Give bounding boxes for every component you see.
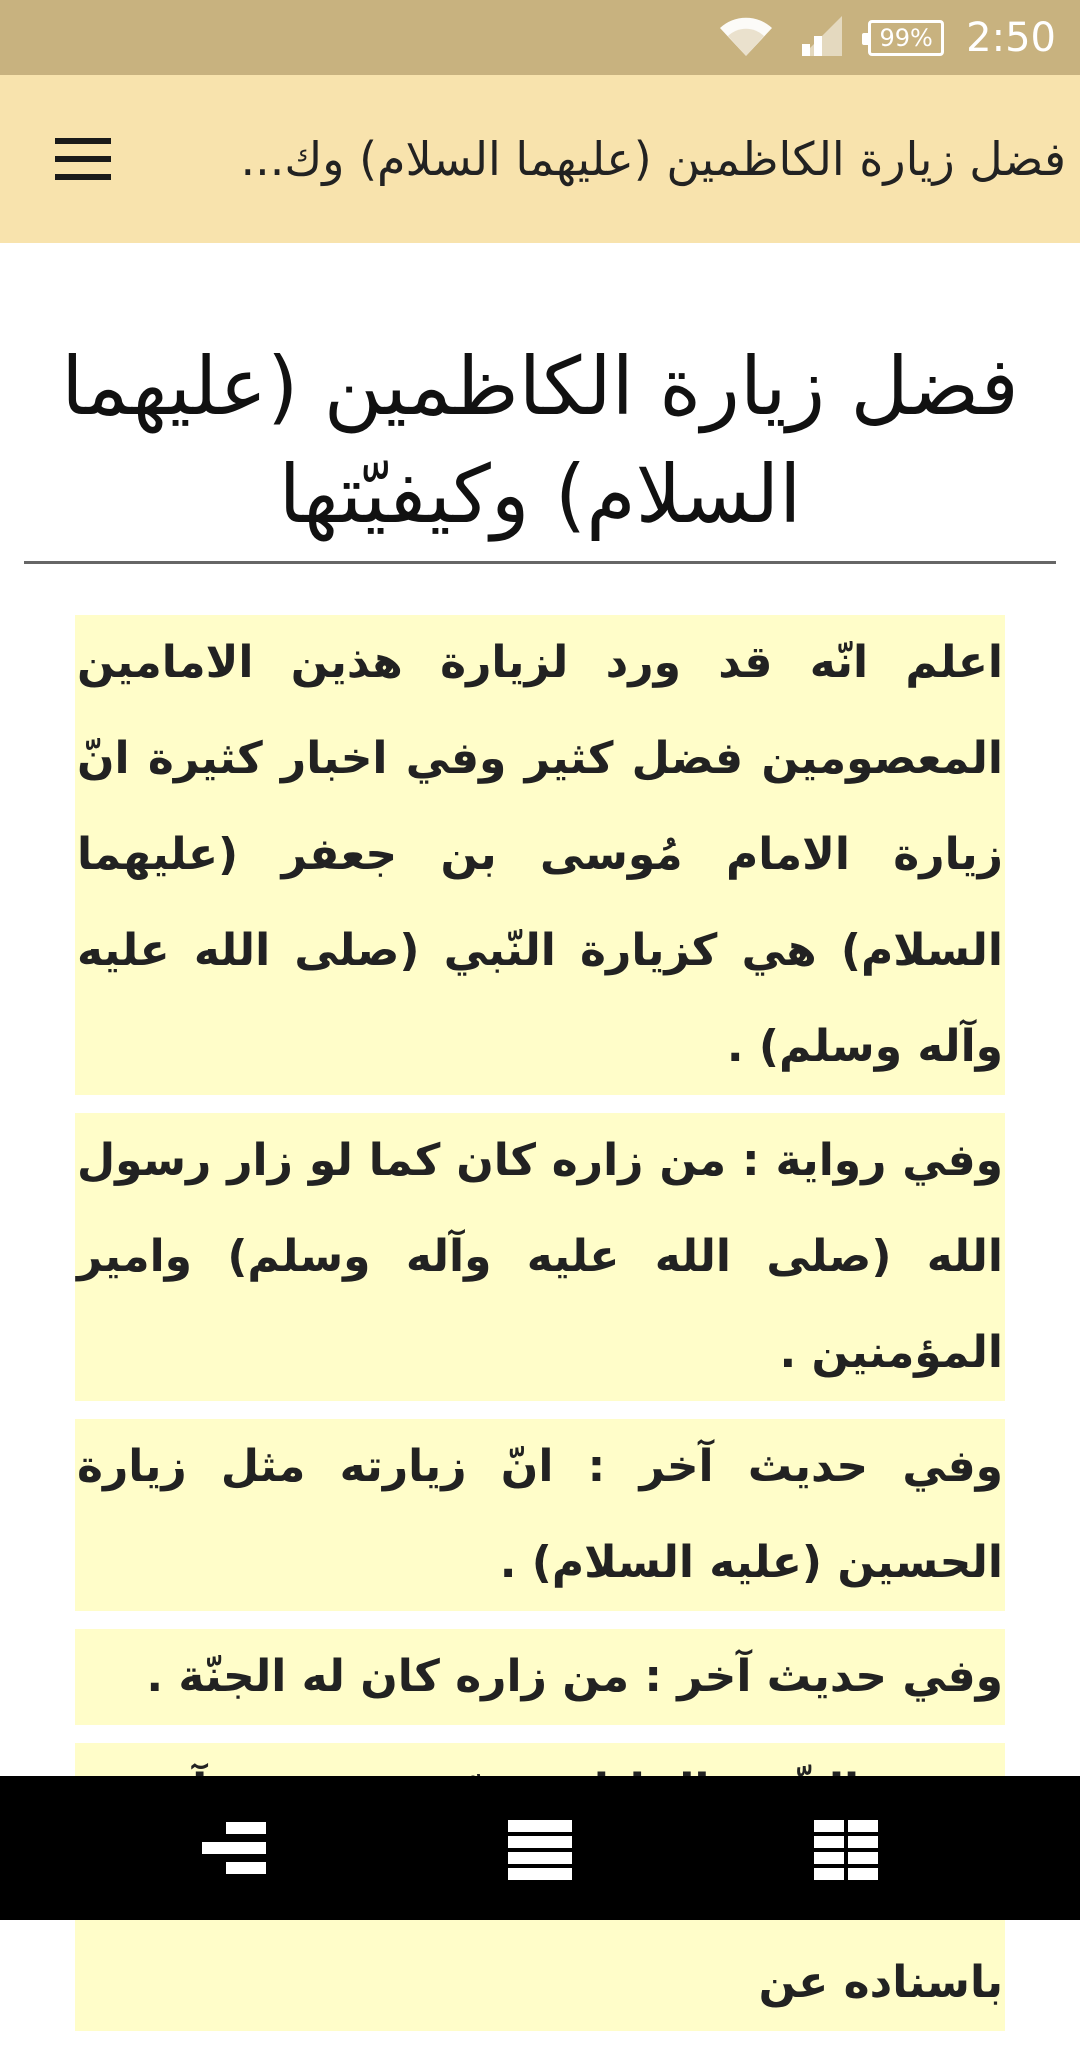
- battery-icon: [868, 20, 944, 56]
- status-icons: [716, 0, 1056, 75]
- paragraph: وفي حديث آخر : انّ زيارته مثل زيارة الحسين (عليه السلام) .: [75, 1419, 1005, 1611]
- toolbar-title: فضل زيارة الكاظمين (عليهما السلام) وك...: [240, 132, 1066, 186]
- indent-list-icon[interactable]: [198, 1812, 270, 1884]
- hamburger-menu-icon[interactable]: [40, 129, 126, 189]
- title-divider: [24, 561, 1056, 564]
- page-title: فضل زيارة الكاظمين (عليهما السلام) وكيفيّتها: [61, 340, 1019, 541]
- paragraph: وفي حديث آخر : من زاره كان له الجنّة .: [75, 1629, 1005, 1725]
- paragraph: باسناده عن: [75, 1743, 1005, 2031]
- battery-percent: 99%: [879, 23, 933, 52]
- bottom-navigation: [0, 1776, 1080, 1920]
- list-icon[interactable]: [504, 1812, 576, 1884]
- grid-icon[interactable]: [810, 1812, 882, 1884]
- article-content[interactable]: [0, 243, 1080, 2008]
- status-bar: [0, 0, 1080, 75]
- paragraph: وفي رواية : من زاره كان كما لو زار رسول الله (صلى الله عليه وآله وسلم) وامير المؤمنين .: [75, 1113, 1005, 1401]
- signal-icon: [798, 14, 846, 62]
- app-toolbar: [0, 75, 1080, 243]
- wifi-icon: [716, 14, 776, 62]
- paragraph: اعلم انّه قد ورد لزيارة هذين الامامين المعصومين فضل كثير وفي اخبار كثيرة انّ زيارة الامام مُوسى بن جعفر (عليهما السلام) هي كزيارة النّبي (صلى الله عليه وآله وسلم) .: [75, 615, 1005, 1095]
- status-time: 2:50: [966, 14, 1056, 61]
